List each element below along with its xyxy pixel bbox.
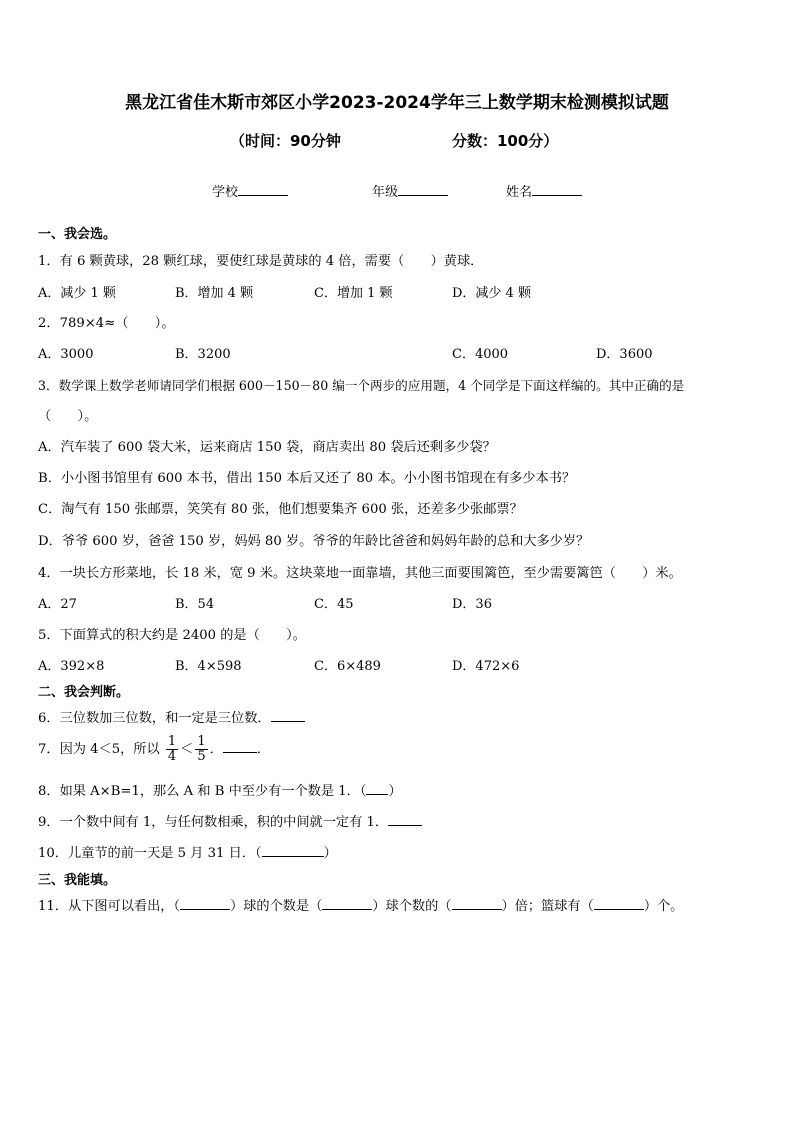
less-than-sign: ＜ bbox=[180, 742, 194, 757]
question-8 bbox=[38, 780, 402, 799]
fraction-denominator: 4 bbox=[167, 749, 177, 764]
question-3: 3．数学课上数学老师请同学们根据 600－150－80 编一个两步的应用题，4 个同学是下面这样编的。其中正确的是 bbox=[38, 378, 685, 393]
q1-option-a: A．减少 1 颗 bbox=[38, 286, 116, 301]
q5-option-a: A．392×8 bbox=[38, 659, 105, 674]
question-10 bbox=[38, 842, 337, 861]
q2-option-a: A．3000 bbox=[38, 347, 94, 362]
q2-option-d: D．3600 bbox=[596, 347, 653, 362]
q11-part-1: 11．从下图可以看出，（ bbox=[38, 899, 181, 914]
question-7: 7．因为 4＜5，所以 $\frac{1}{4}$ ＜ $\frac{1}{5}$ ． ． bbox=[38, 734, 271, 764]
grade-field bbox=[372, 181, 448, 200]
question-11 bbox=[38, 895, 683, 914]
question-7-prefix: 7．因为 4＜5，所以 bbox=[38, 742, 160, 757]
fraction-one-fifth bbox=[195, 735, 207, 764]
section-heading-3: 三、我能填。 bbox=[38, 873, 117, 888]
q11-part-3: ）球个数的（ bbox=[372, 899, 452, 914]
name-label: 姓名 bbox=[506, 185, 533, 200]
name-blank[interactable] bbox=[532, 183, 582, 196]
q4-option-c: C．45 bbox=[314, 597, 354, 612]
question-6 bbox=[38, 707, 305, 726]
school-blank[interactable] bbox=[238, 183, 288, 196]
question-9 bbox=[38, 811, 422, 830]
q5-option-c: C．6×489 bbox=[314, 659, 381, 674]
q2-option-c: C．4000 bbox=[452, 347, 509, 362]
grade-blank[interactable] bbox=[398, 183, 448, 196]
section-heading-2: 二、我会判断。 bbox=[38, 685, 130, 700]
question-1: 1．有 6 颗黄球，28 颗红球，要使红球是黄球的 4 倍，需要（ ）黄球． bbox=[38, 254, 484, 269]
q4-option-a: A．27 bbox=[38, 597, 77, 612]
question-10-text: 10．儿童节的前一天是 5 月 31 日．（ bbox=[38, 846, 262, 861]
q7-answer-blank[interactable] bbox=[223, 740, 257, 753]
q11-blank-2[interactable] bbox=[322, 897, 372, 910]
q3-option-c: C．淘气有 150 张邮票，笑笑有 80 张，他们想要集齐 600 张，还差多少张邮票？ bbox=[38, 502, 523, 517]
question-5: 5．下面算式的积大约是 2400 的是（ ）。 bbox=[38, 628, 306, 643]
school-field bbox=[212, 181, 288, 200]
q11-part-2: ）球的个数是（ bbox=[230, 899, 323, 914]
q11-part-5: ）个。 bbox=[643, 899, 684, 914]
page-title: 黑龙江省佳木斯市郊区小学2023-2024学年三上数学期末检测模拟试题 bbox=[125, 93, 669, 113]
q1-option-b: B．增加 4 颗 bbox=[175, 286, 254, 301]
question-2: 2．789×4≈（ ）。 bbox=[38, 316, 175, 331]
q10-close-paren: ） bbox=[323, 846, 337, 861]
fraction-denominator: 5 bbox=[197, 749, 206, 764]
q4-option-b: B．54 bbox=[175, 597, 215, 612]
q6-answer-blank[interactable] bbox=[271, 709, 305, 722]
q11-blank-1[interactable] bbox=[180, 897, 230, 910]
fraction-numerator: 1 bbox=[167, 734, 177, 749]
q2-option-b: B．3200 bbox=[175, 347, 231, 362]
q4-option-d: D．36 bbox=[452, 597, 492, 612]
school-label: 学校 bbox=[212, 185, 239, 200]
time-limit: （时间：90分钟 bbox=[230, 132, 341, 150]
fraction-one-quarter bbox=[166, 735, 178, 764]
question-8-text: 8．如果 A×B=1，那么 A 和 B 中至少有一个数是 1．（ bbox=[38, 784, 367, 799]
grade-label: 年级 bbox=[372, 185, 399, 200]
fraction-numerator: 1 bbox=[197, 734, 206, 749]
section-heading-1: 一、我会选。 bbox=[38, 227, 117, 242]
name-field bbox=[506, 181, 582, 200]
question-9-text: 9．一个数中间有 1，与任何数相乘，积的中间就一定有 1． bbox=[38, 815, 389, 830]
q1-option-c: C．增加 1 颗 bbox=[314, 286, 393, 301]
q11-blank-4[interactable] bbox=[594, 897, 644, 910]
q9-answer-blank[interactable] bbox=[388, 813, 422, 826]
q1-option-d: D．减少 4 颗 bbox=[452, 286, 531, 301]
q11-blank-3[interactable] bbox=[452, 897, 502, 910]
q5-option-d: D．472×6 bbox=[452, 659, 520, 674]
q3-option-b: B．小小图书馆里有 600 本书，借出 150 本后又还了 80 本。小小图书馆现在有多少本书？ bbox=[38, 471, 576, 486]
question-3-blank: （ ）。 bbox=[38, 409, 98, 424]
q10-answer-blank[interactable] bbox=[262, 844, 324, 857]
question-7-suffix: ． bbox=[209, 742, 223, 757]
q5-option-b: B．4×598 bbox=[175, 659, 242, 674]
total-score: 分数：100分） bbox=[452, 132, 559, 150]
q11-part-4: ）倍；篮球有（ bbox=[501, 899, 594, 914]
q8-close-paren: ） bbox=[388, 784, 402, 799]
q3-option-d: D．爷爷 600 岁，爸爸 150 岁，妈妈 80 岁。爷爷的年龄比爸爸和妈妈年龄的总和大多少岁？ bbox=[38, 534, 590, 549]
q8-answer-blank[interactable] bbox=[366, 782, 388, 795]
q3-option-a: A．汽车装了 600 袋大米，运来商店 150 袋，商店卖出 80 袋后还剩多少袋？ bbox=[38, 440, 496, 455]
question-4: 4．一块长方形菜地，长 18 米，宽 9 米。这块菜地一面靠墙，其他三面要围篱笆，至少需要篱笆（ ）米。 bbox=[38, 566, 682, 581]
question-6-text: 6．三位数加三位数，和一定是三位数． bbox=[38, 711, 271, 726]
